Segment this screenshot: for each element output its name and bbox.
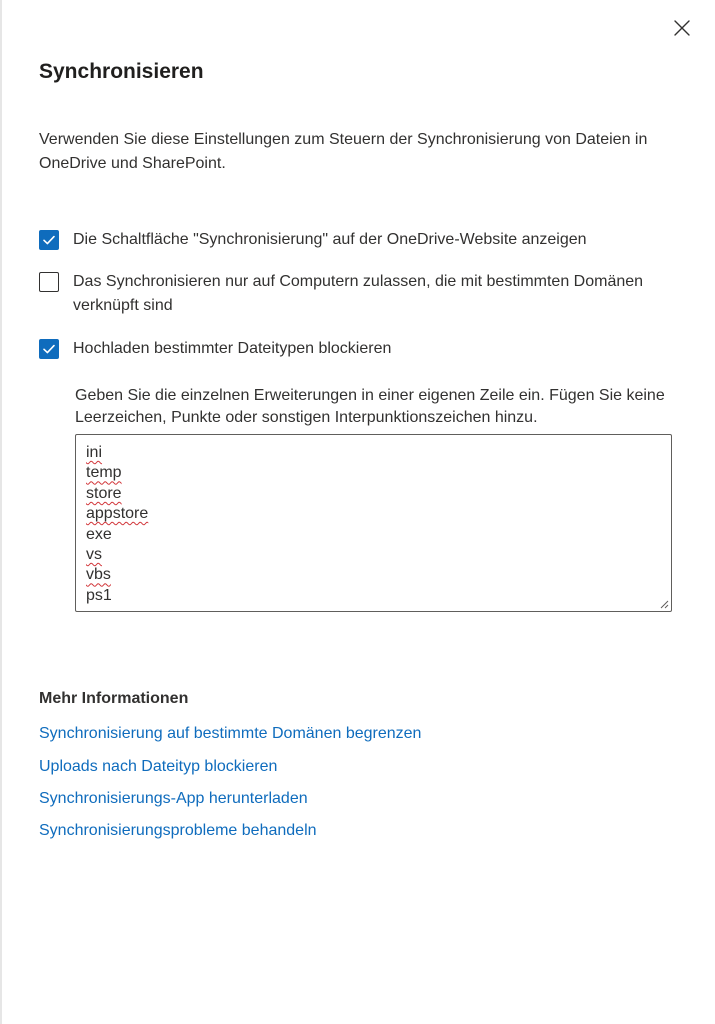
close-button[interactable] (670, 16, 694, 40)
option-label: Das Synchronisieren nur auf Computern zulassen, die mit bestimmten Domänen verknüpft sind (73, 273, 644, 314)
resize-grip-icon[interactable] (659, 599, 669, 609)
extension-line: vbs (86, 566, 111, 584)
extension-line: temp (86, 464, 122, 482)
extension-line: appstore (86, 505, 149, 523)
link-troubleshoot-sync[interactable]: Synchronisierungsprobleme behandeln (39, 822, 317, 839)
option-label: Hochladen bestimmter Dateitypen blockieren (73, 340, 392, 357)
panel-title: Synchronisieren (39, 60, 204, 83)
more-info-heading: Mehr Informationen (39, 690, 189, 707)
link-limit-domains[interactable]: Synchronisierung auf bestimmte Domänen begrenzen (39, 725, 422, 742)
extension-line: ini (86, 444, 103, 461)
option-label: Die Schaltfläche "Synchronisierung" auf der OneDrive-Website anzeigen (73, 231, 587, 248)
extension-line: exe (86, 525, 112, 543)
checkbox-limit-domains[interactable] (39, 272, 59, 292)
checkbox-show-sync-button[interactable] (39, 230, 59, 250)
panel-left-border (0, 0, 2, 1024)
checkmark-icon (42, 233, 56, 247)
extensions-list (76, 435, 671, 606)
extension-line: store (86, 484, 122, 502)
link-download-sync-app[interactable]: Synchronisierungs-App herunterladen (39, 790, 308, 807)
option-block-file-types[interactable] (39, 337, 673, 361)
extension-line: ps1 (86, 586, 112, 604)
close-icon (674, 20, 690, 36)
extension-line: vs (86, 546, 102, 564)
option-show-sync-button[interactable] (39, 228, 673, 252)
extensions-textarea[interactable] (75, 434, 672, 612)
link-block-file-types[interactable]: Uploads nach Dateityp blockieren (39, 758, 278, 775)
checkmark-icon (42, 342, 56, 356)
option-limit-domains[interactable] (39, 270, 673, 318)
panel-description: Verwenden Sie diese Einstellungen zum Steuern der Synchronisierung von Dateien in OneDrive und SharePoint. (39, 131, 648, 172)
extensions-instructions: Geben Sie die einzelnen Erweiterungen in einer eigenen Zeile ein. Fügen Sie keine Leerzeichen, Punkte oder sonstigen Interpunktionszeichen hinzu. (75, 387, 665, 426)
checkbox-block-file-types[interactable] (39, 339, 59, 359)
